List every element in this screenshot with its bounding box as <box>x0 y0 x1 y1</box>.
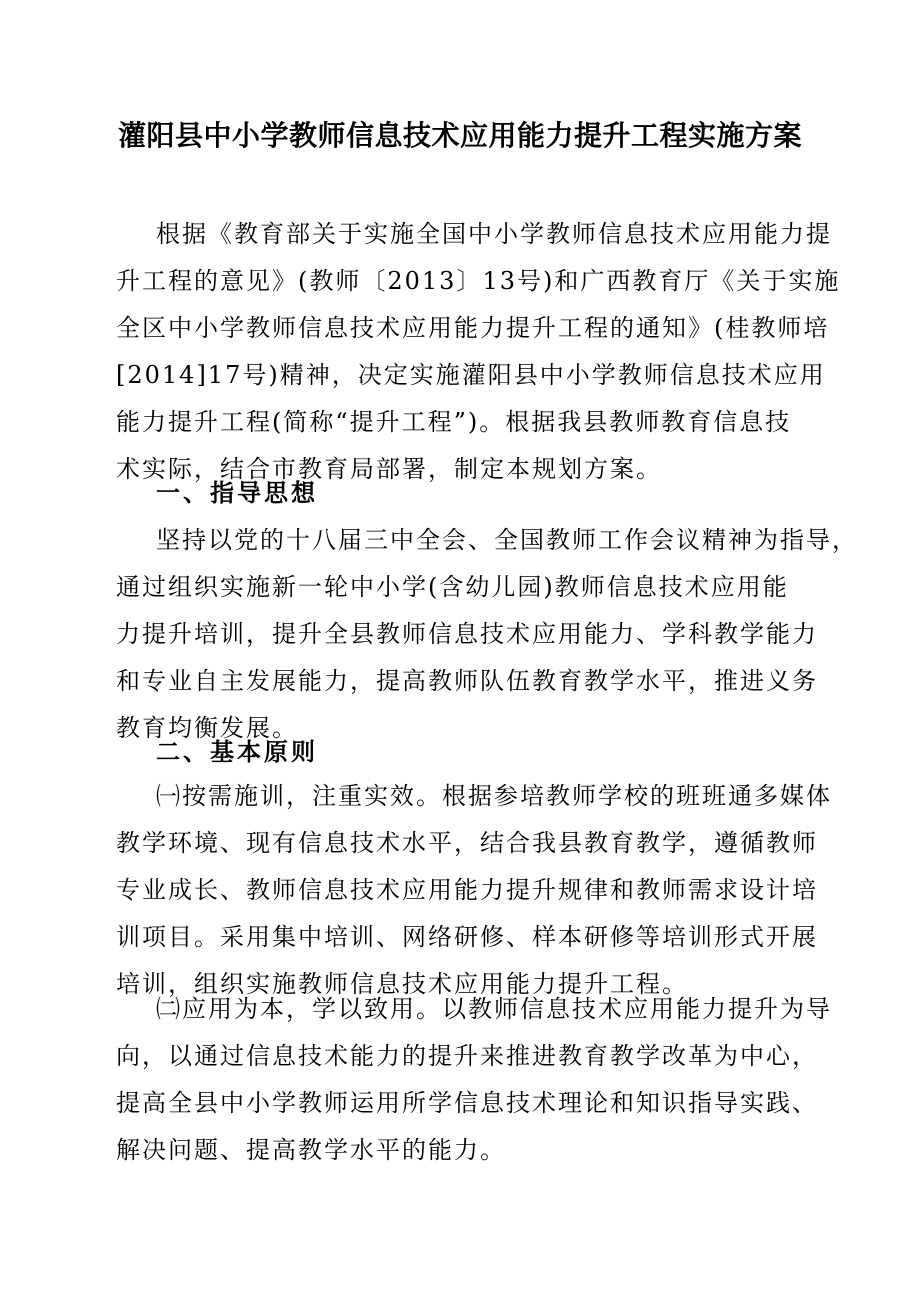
paragraph-line: 训项目。采用集中培训、网络研修、样本研修等培训形式开展 <box>116 923 818 951</box>
paragraph-line: 通过组织实施新一轮中小学(含幼儿园)教师信息技术应用能 <box>116 573 789 601</box>
section-heading: 二、基本原则 <box>156 738 318 766</box>
paragraph-line: 解决问题、提高教学水平的能力。 <box>116 1136 506 1164</box>
paragraph-line: 向，以通过信息技术能力的提升来推进教育教学改革为中心， <box>116 1042 818 1070</box>
intro-paragraph <box>116 211 841 493</box>
paragraph-line: 教育均衡发展。 <box>116 714 298 742</box>
paragraph-line: ㈡应用为本，学以致用。以教师信息技术应用能力提升为导 <box>156 995 832 1023</box>
principle2-paragraph <box>116 986 832 1174</box>
document-title: 灌阳县中小学教师信息技术应用能力提升工程实施方案 <box>117 119 802 152</box>
paragraph-line: 能力提升工程(简称“提升工程”)。根据我县教师教育信息技 <box>116 408 792 436</box>
principle1-paragraph <box>116 773 832 1008</box>
paragraph-line: 术实际，结合市教育局部署，制定本规划方案。 <box>116 455 662 483</box>
paragraph-line: 培训，组织实施教师信息技术应用能力提升工程。 <box>116 970 688 998</box>
section-heading: 一、指导思想 <box>156 479 318 507</box>
paragraph-line: 提高全县中小学教师运用所学信息技术理论和知识指导实践、 <box>116 1089 818 1117</box>
paragraph-line: 坚持以党的十八届三中全会、全国教师工作会议精神为指导， <box>156 526 858 554</box>
paragraph-line: 根据《教育部关于实施全国中小学教师信息技术应用能力提 <box>156 220 832 248</box>
section-heading-basic-principles <box>116 729 816 776</box>
paragraph-line: 专业成长、教师信息技术应用能力提升规律和教师需求设计培 <box>116 876 818 904</box>
paragraph-line: 和专业自主发展能力，提高教师队伍教育教学水平，推进义务 <box>116 667 818 695</box>
paragraph-line: [2014]17号)精神，决定实施灌阳县中小学教师信息技术应用 <box>116 361 826 389</box>
paragraph-line: 教学环境、现有信息技术水平，结合我县教育教学，遵循教师 <box>116 829 818 857</box>
paragraph-line: 升工程的意见》(教师〔2013〕13号)和广西教育厅《关于实施 <box>116 267 841 295</box>
section-heading-guiding-ideology <box>116 470 816 517</box>
section1-paragraph <box>116 517 858 752</box>
paragraph-line: 全区中小学教师信息技术应用能力提升工程的通知》(桂教师培 <box>116 314 830 342</box>
paragraph-line: ㈠按需施训，注重实效。根据参培教师学校的班班通多媒体 <box>156 782 832 810</box>
paragraph-line: 力提升培训，提升全县教师信息技术应用能力、学科教学能力 <box>116 620 818 648</box>
